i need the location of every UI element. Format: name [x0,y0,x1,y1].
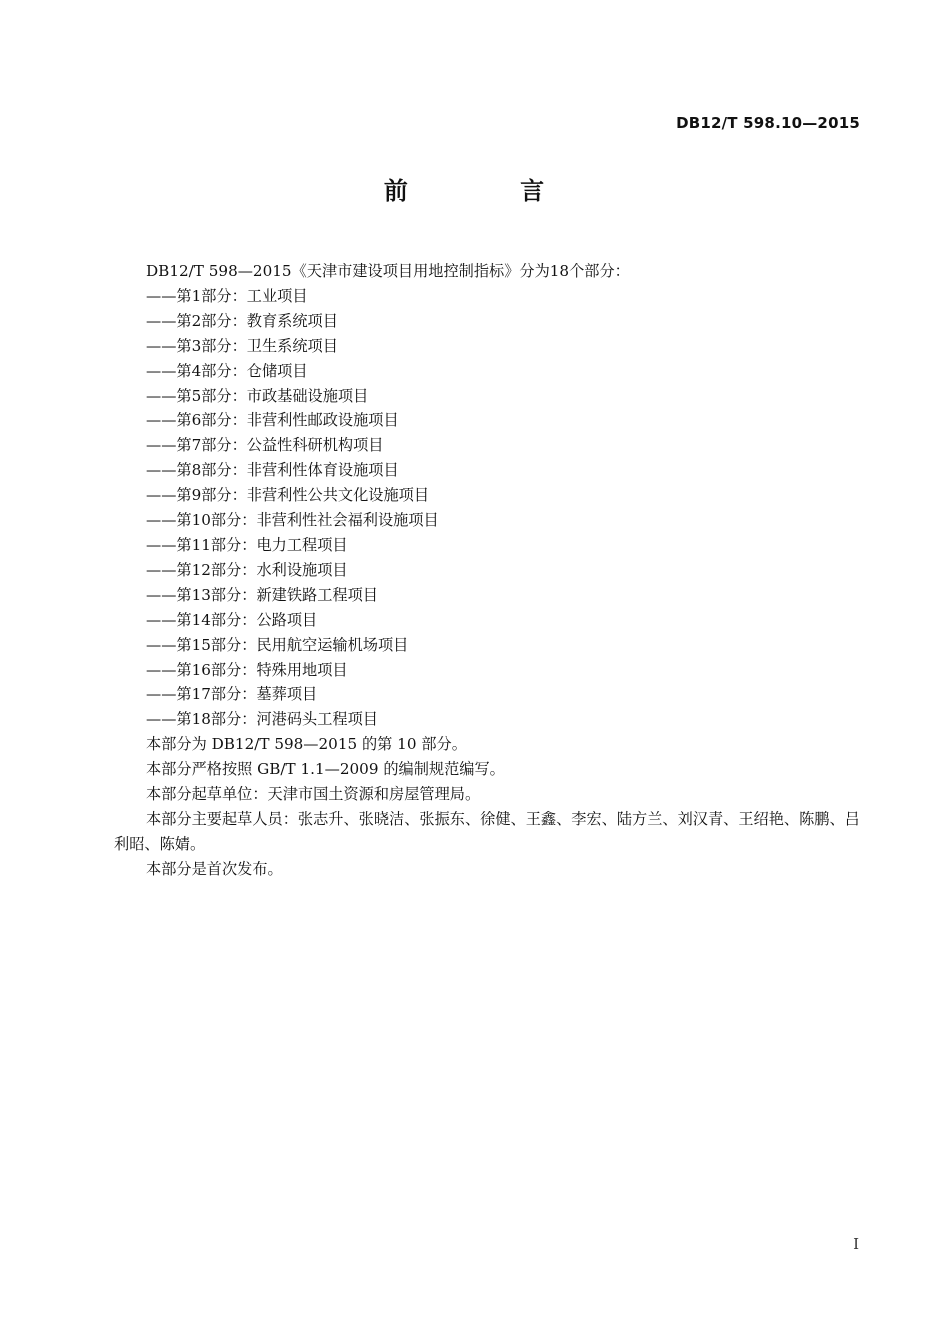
drafting-unit-statement: 本部分起草单位：天津市国土资源和房屋管理局。 [146,785,481,804]
list-item: ——第8部分：非营利性体育设施项目 [146,461,399,480]
document-code: DB12/T 598.10—2015 [676,114,860,132]
list-item: ——第12部分：水利设施项目 [146,560,348,579]
list-item: ——第14部分：公路项目 [146,610,318,629]
parts-list [114,284,862,732]
list-item: ——第3部分：卫生系统项目 [146,336,338,355]
list-item: ——第18部分：河港码头工程项目 [146,710,378,729]
list-item: ——第17部分：墓葬项目 [146,685,318,704]
foreword-body [114,259,862,882]
intro-paragraph: DB12/T 598—2015《天津市建设项目用地控制指标》分为18个部分： [146,262,630,280]
first-release-statement: 本部分是首次发布。 [146,859,283,878]
list-item: ——第9部分：非营利性公共文化设施项目 [146,486,430,505]
list-item: ——第11部分：电力工程项目 [146,535,348,554]
list-item: ——第2部分：教育系统项目 [146,311,338,330]
list-item: ——第15部分：民用航空运输机场项目 [146,635,409,654]
list-item: ——第16部分：特殊用地项目 [146,660,348,679]
page-number: I [853,1235,859,1253]
list-item: ——第13部分：新建铁路工程项目 [146,585,378,604]
drafters-statement: 本部分主要起草人员：张志升、张晓洁、张振东、徐健、王鑫、李宏、陆方兰、刘汉青、王绍艳、陈鹏、吕利昭、陈婧。 [114,809,860,853]
list-item: ——第1部分：工业项目 [146,286,308,305]
part-of-statement: 本部分为 DB12/T 598—2015 的第 10 部分。 [146,735,467,754]
list-item: ——第6部分：非营利性邮政设施项目 [146,411,399,430]
page-title: 前 言 [383,177,597,205]
list-item: ——第7部分：公益性科研机构项目 [146,436,384,455]
drafting-rules-statement: 本部分严格按照 GB/T 1.1—2009 的编制规范编写。 [146,760,505,779]
list-item: ——第10部分：非营利性社会福利设施项目 [146,511,439,530]
list-item: ——第5部分：市政基础设施项目 [146,386,369,405]
list-item: ——第4部分：仓储项目 [146,361,308,380]
